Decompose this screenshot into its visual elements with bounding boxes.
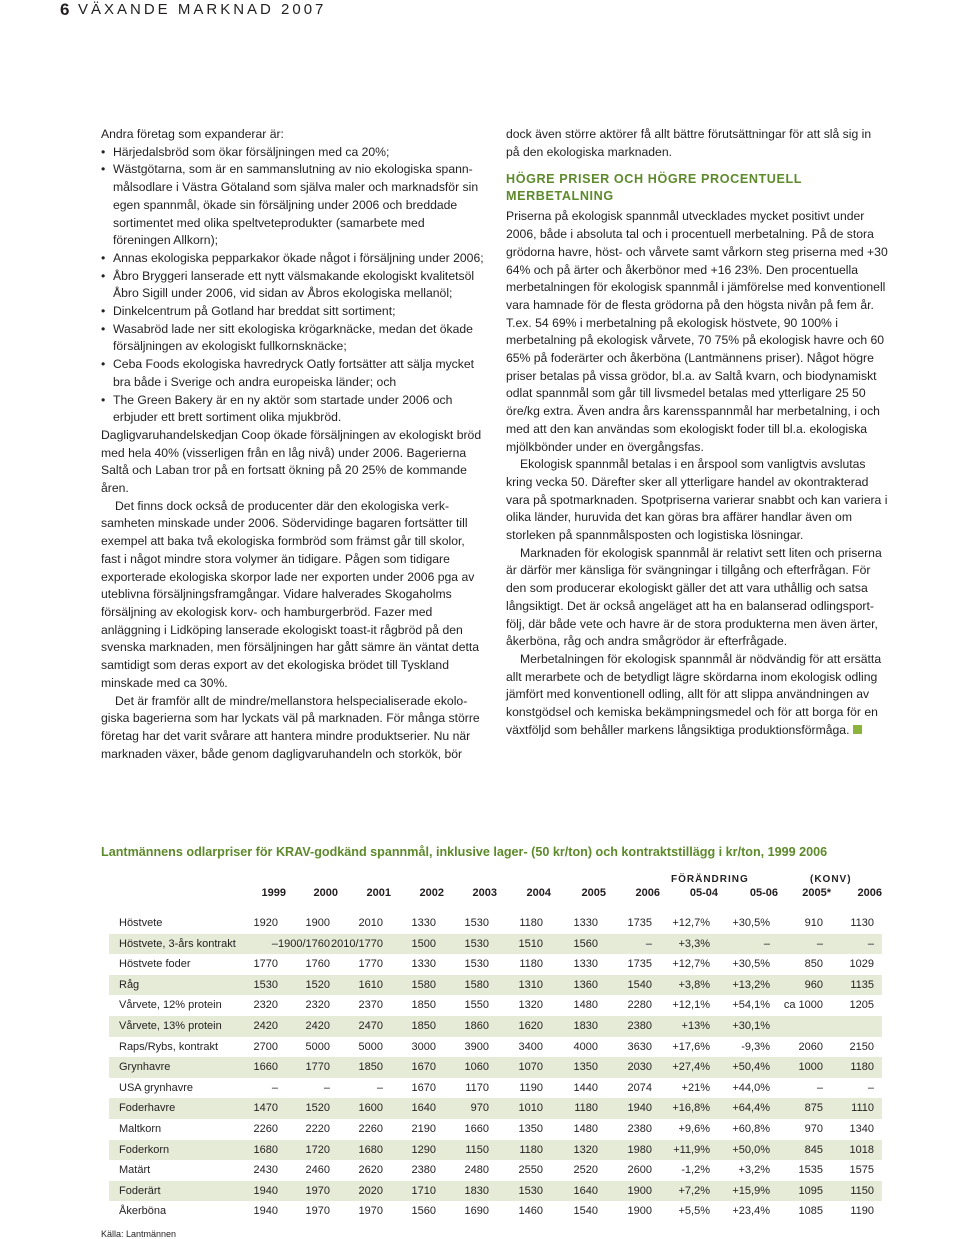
table-cell: 3630 — [627, 1040, 652, 1053]
table-cell: 2420 — [305, 1019, 330, 1032]
table-row — [109, 1016, 882, 1037]
row-label: Höstvete — [119, 917, 163, 929]
table-cell: 1980 — [627, 1143, 652, 1156]
table-cell: 4000 — [573, 1040, 598, 1053]
table-cell: 1029 — [849, 958, 874, 971]
table-cell: 1520 — [305, 978, 330, 991]
paragraph: Priserna på ekologisk spannmål utvecklades mycket positivt under 2006, både i absoluta tal och i procentuell merbetalning. På de stora grödorna havre, höst- och vårvete samt vårkorn steg priserna med +30 64% och på ärter och åkerbönor med +16 23%. Den procentuella merbetalningen för ekologisk spannmål i jämförelse med konventionell vara hamnade för de flesta grödorna på den högsta nivån på fem år. T.ex. 54 69% i merbetalning på ekologisk höstvete, 90 100% i merbetalning på ekologisk vårvete, 70 75% på ekologisk havre och 60 65% på foderärter och åkerböna (Lantmännens priser). Något högre priser betalas på vissa grödor, bl.a. av Saltå kvarn, och biodynamiskt odlat spannmål som går till livsmedel betalas med ytterligare 25 50 öre/kg extra. Även andra års karensspannmål har merbetalning, i och med att den kan användas som ekologiskt foder till bl.a. ekologiska mjölkbönder under en övergångsfas. — [506, 209, 888, 454]
paragraph: dock även större aktörer få allt bättre förutsättningar för att slå sig in på den ekologiska marknaden. — [506, 127, 872, 159]
list-item: • Dinkelcentrum på Gotland har breddat sitt sortiment; — [101, 303, 485, 321]
table-cell: 1095 — [798, 1184, 823, 1197]
row-label: Råg — [119, 978, 140, 991]
row-label: Vårvete, 13% protein — [119, 1019, 222, 1032]
table-cell: 1640 — [411, 1102, 436, 1115]
table-cell: 2430 — [253, 1164, 278, 1177]
table-cell: 2380 — [627, 1122, 652, 1135]
table-cell: 1680 — [253, 1143, 278, 1156]
column-header: 05-06 — [749, 887, 778, 899]
table-cell: 1135 — [850, 978, 874, 991]
table-cell: 1690 — [464, 1205, 489, 1218]
table-cell: -1,2% — [681, 1164, 710, 1177]
paragraph: Det finns dock också de producenter där den ekologiska verksamheten minskade under 2006. Södervidinge bagaren fortsätter till exempel att baka två ekologiska formbröd som främst går till skolor, fast i något mindre stora volymer än tidigare. Pågen som tidigare exporterade ekologiska skorpor lade ner exporten under 2006 pga av uteblivna försäljningsframgångar. Vidare halverades Skogaholms försäljning av ekologisk korv- och hamburgerbröd. Fazer med anläggning i Lidköping lanserade ekologiskt toast-it rågbröd på den svenska marknaden, men försäljningen har gått sämre än väntat detta samtidigt som deras export av det ekologiska brödet till Tyskland minskade med ca 30%. — [101, 498, 480, 690]
table-cell: +13,2% — [732, 978, 770, 991]
table-cell: 1330 — [411, 917, 436, 929]
table-cell: 1900/1760 — [278, 937, 330, 950]
table-cell: 1190 — [519, 1081, 543, 1094]
table-cell: 1000 — [798, 1061, 823, 1074]
table-cell: 2190 — [411, 1122, 436, 1135]
table-cell: 5000 — [358, 1040, 383, 1053]
table-row — [109, 975, 882, 996]
table-cell: 2480 — [464, 1164, 489, 1177]
table-row — [109, 913, 882, 934]
table-cell: 1520 — [305, 1102, 330, 1115]
table-cell: 2550 — [518, 1164, 543, 1177]
table-cell: 1580 — [411, 978, 436, 991]
table-cell: 2320 — [253, 999, 278, 1012]
table-cell: 2520 — [573, 1164, 598, 1177]
table-cell: 2280 — [627, 999, 652, 1012]
table-cell: 2074 — [627, 1081, 652, 1094]
column-header: 2005 — [581, 887, 606, 899]
table-cell: 1530 — [518, 1184, 543, 1197]
table-cell: 1770 — [305, 1061, 330, 1074]
table-cell: 5000 — [305, 1040, 330, 1053]
column-header: 2001 — [366, 887, 391, 899]
paragraph: Det är framför allt de mindre/mellanstora helspecialiserade ekologiska bagerierna som har lyckats väl på marknaden. För många större företag har det varit svårare att hantera mindre produktserier. Nu när marknaden växer, både genom dagligvaruhandeln och storkök, bör — [101, 693, 480, 761]
table-header — [101, 874, 882, 901]
table-cell: 1110 — [851, 1102, 874, 1115]
table-title: Lantmännens odlarpriser för KRAV-godkänd spannmål, inklusive lager- (50 kr/ton) och kontraktstillägg i kr/ton, 1999 2006 — [101, 845, 828, 859]
table-cell: +60,8% — [732, 1122, 770, 1135]
row-label: Foderärt — [119, 1184, 161, 1197]
table-cell: – — [763, 937, 770, 950]
table-cell: 2020 — [358, 1184, 383, 1197]
table-cell: 1085 — [798, 1205, 823, 1218]
page-number: 6 — [60, 0, 70, 19]
table-cell: 1330 — [573, 917, 598, 929]
table-cell: 1830 — [573, 1019, 598, 1032]
table-cell: +44,0% — [732, 1081, 770, 1094]
table-cell: 1660 — [253, 1061, 278, 1074]
row-label: Raps/Rybs, kontrakt — [119, 1040, 219, 1053]
table-cell: +12,1% — [672, 999, 710, 1012]
section-heading: HÖGRE PRISER OCH HÖGRE PROCENTUELL MERBETALNING — [506, 172, 802, 204]
list-item: • Härjedalsbröd som ökar försäljningen med ca 20%; — [101, 144, 485, 162]
table-cell: 1510 — [518, 937, 543, 950]
change-group-label: FÖRÄNDRING — [671, 874, 749, 885]
table-cell: 970 — [804, 1122, 823, 1135]
table-cell: +9,6% — [678, 1122, 710, 1135]
table-cell: 1500 — [411, 937, 436, 950]
table-cell: 2220 — [305, 1122, 330, 1135]
table-cell: 2620 — [358, 1164, 383, 1177]
table-cell: +30,1% — [732, 1019, 770, 1032]
table-cell: +13% — [681, 1019, 710, 1032]
table-cell: 1530 — [464, 958, 489, 971]
table-cell: 2320 — [305, 999, 330, 1012]
table-row — [109, 1201, 882, 1222]
table-cell: ca 1000 — [783, 999, 823, 1012]
table-cell: 2260 — [358, 1122, 383, 1135]
table-row — [109, 1078, 882, 1099]
table-cell: 845 — [804, 1143, 823, 1156]
table-cell: 2380 — [627, 1019, 652, 1032]
table-row — [109, 995, 882, 1016]
table-cell: 1970 — [305, 1184, 330, 1197]
table-cell: 970 — [470, 1102, 489, 1115]
table-cell: +17,6% — [672, 1040, 710, 1053]
table-cell: 1900 — [627, 1184, 652, 1197]
table-cell: 2260 — [253, 1122, 278, 1135]
table-cell: 1720 — [305, 1143, 330, 1156]
table-cell: 1310 — [518, 978, 543, 991]
table-cell: -9,3% — [741, 1040, 770, 1053]
table-cell: 2030 — [627, 1061, 652, 1074]
table-cell: 1070 — [518, 1061, 543, 1074]
table-cell: 1940 — [253, 1184, 278, 1197]
table-cell: – — [867, 937, 874, 950]
table-cell: 1010 — [518, 1102, 543, 1115]
table-cell: 1600 — [358, 1102, 383, 1115]
table-cell: 3400 — [518, 1040, 543, 1053]
table-cell: 1670 — [411, 1061, 436, 1074]
table-cell: 1735 — [627, 917, 652, 929]
table-cell: 1580 — [464, 978, 489, 991]
table-cell: 1940 — [627, 1102, 652, 1115]
table-row — [109, 934, 882, 955]
row-label: USA grynhavre — [119, 1081, 193, 1094]
price-table — [109, 913, 882, 1222]
table-cell: +12,7% — [672, 958, 710, 971]
table-cell: 1190 — [850, 1205, 874, 1218]
page-title: VÄXANDE MARKNAD 2007 — [78, 1, 327, 18]
table-cell: +23,4% — [732, 1205, 770, 1218]
table-cell: +15,9% — [732, 1184, 770, 1197]
table-cell: 1850 — [411, 1019, 436, 1032]
list-item: • Åbro Bryggeri lanserade ett nytt välsmakande ekologiskt kvalitetsöl Åbro Sigill under 2006, vid sidan av Åbros ekologiska mellanöl; — [101, 268, 485, 303]
table-cell: – — [271, 937, 278, 950]
table-cell: – — [271, 1081, 278, 1094]
table-cell: 1320 — [518, 999, 543, 1012]
table-cell: 2470 — [358, 1019, 383, 1032]
column-header: 2004 — [526, 887, 551, 899]
table-cell: 1770 — [253, 958, 278, 971]
table-cell: 1860 — [464, 1019, 489, 1032]
paragraph-text: Merbetalningen för ekologisk spannmål är nödvändig för att ersätta allt merarbete och de betydligt lägre skördarna inom ekologisk odling jämfört med konventionell odling, allt för att slippa användningen av konstgödsel och kemiska bekämpningsmedel och för att borga för en växtföljd som behåller markens långsiktiga produktionsförmåga. — [506, 651, 882, 737]
company-list — [101, 144, 485, 427]
table-cell: 1900 — [627, 1205, 652, 1218]
left-column — [101, 126, 485, 763]
paragraph: Marknaden för ekologisk spannmål är relativt sett liten och priserna är därför mer känsliga för svängningar i tillgång och efterfrågan. För den som producerar ekologiskt gäller det att vara uthållig och satsa långsiktigt. Det är också angeläget att ha en balanserad odlingsportfölj, där både vete och havre är de stora produkterna men även ärter, åkerböna, råg och andra smågrödor är efterfrågade. — [506, 545, 882, 649]
table-cell: +27,4% — [672, 1061, 710, 1074]
list-item: • Annas ekologiska pepparkakor ökade något i försäljning under 2006; — [101, 250, 485, 268]
intro-text: Andra företag som expanderar är: — [101, 127, 284, 141]
column-header: 2002 — [419, 887, 444, 899]
table-cell: 1330 — [411, 958, 436, 971]
table-cell: 1560 — [573, 937, 598, 950]
table-cell: 2150 — [849, 1040, 874, 1053]
table-cell: 1770 — [358, 958, 383, 971]
table-cell: 2380 — [411, 1164, 436, 1177]
row-label: Maltkorn — [119, 1122, 162, 1135]
table-cell: 1530 — [464, 937, 489, 950]
table-cell: – — [816, 1081, 823, 1094]
row-label: Foderkorn — [119, 1143, 170, 1156]
table-cell: 1535 — [798, 1164, 823, 1177]
table-cell: 1620 — [518, 1019, 543, 1032]
row-label: Höstvete foder — [119, 958, 191, 971]
table-row — [109, 1181, 882, 1202]
row-label: Åkerböna — [119, 1205, 167, 1218]
table-cell: +64,4% — [732, 1102, 770, 1115]
list-item: • The Green Bakery är en ny aktör som startade under 2006 och erbjuder ett brett sortiment olika mjukbröd. — [101, 392, 485, 427]
table-cell: 1830 — [464, 1184, 489, 1197]
table-cell: 1290 — [411, 1143, 436, 1156]
table-cell: 875 — [804, 1102, 823, 1115]
table-cell: 1018 — [849, 1143, 874, 1156]
table-cell: 1680 — [358, 1143, 383, 1156]
table-row — [109, 1037, 882, 1058]
table-cell: 850 — [804, 958, 823, 971]
table-cell: 1480 — [573, 1122, 598, 1135]
table-cell: +16,8% — [672, 1102, 710, 1115]
row-label: Matärt — [119, 1164, 151, 1177]
table-cell: 2460 — [305, 1164, 330, 1177]
list-item: • Ceba Foods ekologiska havredryck Oatly fortsätter att sälja mycket bra både i Sverige och andra europeiska länder; och — [101, 356, 485, 391]
table-cell: +12,7% — [672, 917, 710, 929]
table-cell: – — [376, 1081, 383, 1094]
source-note: Källa: Lantmännen — [101, 1229, 177, 1239]
row-label: Höstvete, 3-års kontrakt — [119, 937, 236, 950]
column-header: 2006 — [635, 887, 660, 899]
table-cell: 1340 — [849, 1122, 874, 1135]
table-row — [109, 1140, 882, 1161]
table-cell: 1575 — [849, 1164, 874, 1177]
table-cell: 1530 — [464, 917, 489, 929]
table-cell: 1540 — [573, 1205, 598, 1218]
paragraph: Ekologisk spannmål betalas i en årspool som vanligtvis avslutas kring vecka 50. Därefter sker all ytterligare handel av okontrakterad vara på spotmarknaden. Spotpriserna varierar snabbt och kan variera i olika länder, huruvida det kan göras bra affärer handlar även om storleken på spannmålsposten och logistiska lösningar. — [506, 457, 888, 543]
table-cell: 960 — [804, 978, 823, 991]
table-cell: 1760 — [305, 958, 330, 971]
table-cell: 1330 — [573, 958, 598, 971]
table-cell: – — [645, 937, 652, 950]
end-mark-icon — [853, 725, 862, 734]
table-cell: 1320 — [573, 1143, 598, 1156]
table-cell: 2600 — [627, 1164, 652, 1177]
list-item: • Wasabröd lade ner sitt ekologiska krögarknäcke, medan det ökade försäljningen av ekologiskt fullkornsknäcke; — [101, 321, 485, 356]
table-cell: +7,2% — [678, 1184, 710, 1197]
table-cell: 1550 — [464, 999, 489, 1012]
table-row — [109, 1119, 882, 1140]
table-row — [109, 1057, 882, 1078]
table-cell: 1470 — [253, 1102, 278, 1115]
table-cell: +54,1% — [732, 999, 770, 1012]
table-cell: 1660 — [464, 1122, 489, 1135]
column-header: 2005* — [802, 887, 831, 899]
column-header: 2003 — [472, 887, 497, 899]
table-cell: 1920 — [253, 917, 278, 929]
table-cell: 1670 — [411, 1081, 436, 1094]
table-cell: 1180 — [850, 1061, 874, 1074]
table-cell: 2700 — [253, 1040, 278, 1053]
table-cell: 1710 — [411, 1184, 436, 1197]
table-cell: +11,9% — [673, 1143, 710, 1156]
table-cell: +50,0% — [732, 1143, 770, 1156]
table-cell: 1180 — [519, 1143, 543, 1156]
table-cell: +30,5% — [732, 958, 770, 971]
table-cell: 1170 — [465, 1081, 489, 1094]
table-cell: 1205 — [849, 999, 874, 1012]
table-cell: 3900 — [464, 1040, 489, 1053]
table-cell: 1460 — [518, 1205, 543, 1218]
table-cell: 1970 — [305, 1205, 330, 1218]
table-cell: 1610 — [358, 978, 383, 991]
table-cell: 3000 — [411, 1040, 436, 1053]
table-cell: 1360 — [573, 978, 598, 991]
table-cell: 1180 — [519, 917, 543, 929]
table-cell: 1180 — [519, 958, 543, 971]
table-cell: 1150 — [850, 1184, 874, 1197]
table-row — [109, 1098, 882, 1119]
column-header: 05-04 — [689, 887, 718, 899]
table-cell: +5,5% — [678, 1205, 710, 1218]
column-header: 2000 — [313, 887, 338, 899]
table-cell: 1900 — [305, 917, 330, 929]
table-cell: 1350 — [518, 1122, 543, 1135]
row-label: Foderhavre — [119, 1102, 176, 1115]
table-cell: +3,3% — [678, 937, 710, 950]
table-cell: 1850 — [411, 999, 436, 1012]
table-cell: 1180 — [574, 1102, 598, 1115]
table-row — [109, 954, 882, 975]
table-cell: 1940 — [253, 1205, 278, 1218]
table-cell: 1480 — [573, 999, 598, 1012]
list-item: • Wästgötarna, som är en sammanslutning av nio ekologiska spannmålsodlare i Västra Götaland som själva maler och marknadsför sin egen spannmål, ökade sin försäljning under 2006 och breddade sortimentet med olika speltveteprodukter (samarbete med föreningen Allkorn); — [101, 161, 485, 250]
table-cell: +21% — [681, 1081, 710, 1094]
table-cell: +3,8% — [678, 978, 710, 991]
konv-group-label: (KONV) — [810, 874, 852, 885]
table-cell: 1060 — [464, 1061, 489, 1074]
table-cell: +3,2% — [738, 1164, 770, 1177]
right-column — [506, 126, 888, 740]
table-cell: 1640 — [573, 1184, 598, 1197]
table-cell: 2010 — [358, 917, 383, 929]
table-cell: +30,5% — [732, 917, 770, 929]
row-label: Grynhavre — [119, 1061, 171, 1074]
paragraph: Dagligvaruhandelskedjan Coop ökade försäljningen av ekologiskt bröd med hela 40% (visserligen från en låg nivå) under 2006. Bagerierna Saltå och Laban tror på en fortsatt ökning på 20 25% de kommande åren. — [101, 427, 482, 496]
paragraph-last — [506, 651, 888, 740]
row-label: Vårvete, 12% protein — [119, 999, 222, 1012]
table-cell: 1540 — [627, 978, 652, 991]
table-cell: 1735 — [627, 958, 652, 971]
table-cell: – — [816, 937, 823, 950]
table-row — [109, 1160, 882, 1181]
table-cell: 1970 — [358, 1205, 383, 1218]
table-cell: 1150 — [465, 1143, 489, 1156]
table-cell: 910 — [804, 917, 823, 929]
table-cell: – — [323, 1081, 330, 1094]
table-cell: 1130 — [850, 917, 874, 929]
table-cell: 1850 — [358, 1061, 383, 1074]
table-cell: 1440 — [573, 1081, 598, 1094]
table-cell: 2420 — [253, 1019, 278, 1032]
table-cell: +50,4% — [732, 1061, 770, 1074]
table-cell: 1560 — [411, 1205, 436, 1218]
table-cell: 1530 — [253, 978, 278, 991]
table-cell: 1350 — [573, 1061, 598, 1074]
table-cell: 2060 — [798, 1040, 823, 1053]
page-header — [60, 0, 960, 26]
column-header: 1999 — [261, 887, 286, 899]
table-cell: 2010/1770 — [331, 937, 383, 950]
column-header: 2006 — [857, 887, 882, 899]
table-cell: 2370 — [358, 999, 383, 1012]
table-cell: – — [867, 1081, 874, 1094]
